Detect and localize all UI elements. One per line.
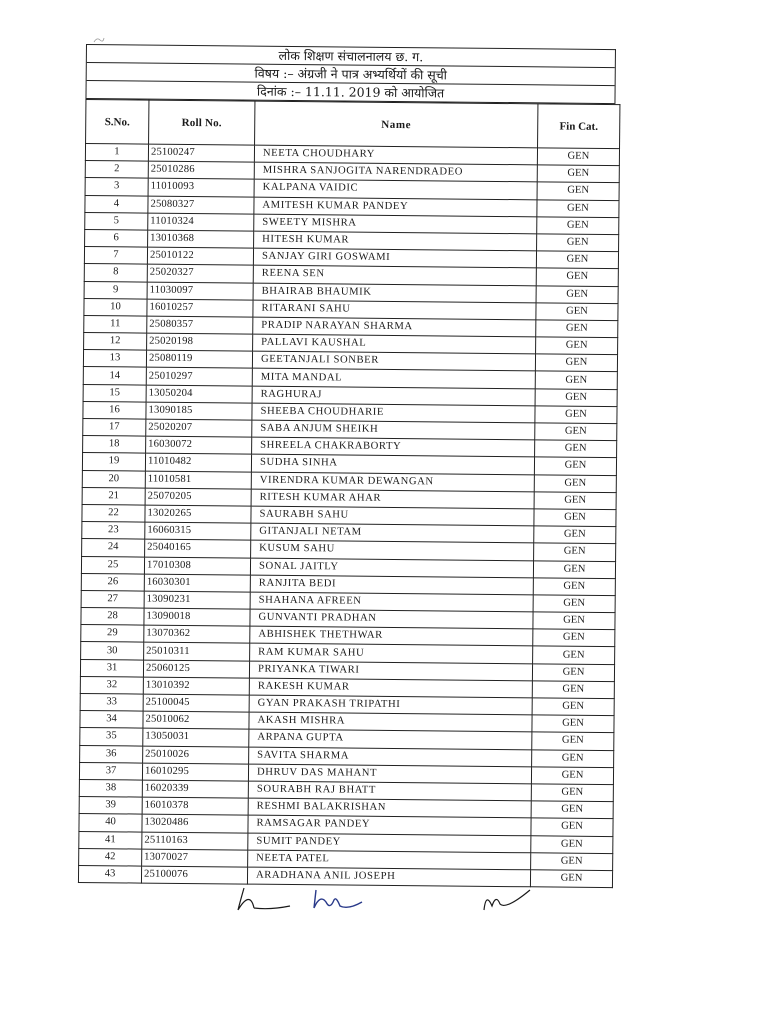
cell-sno: 27 [81, 590, 144, 608]
table-header-row [86, 100, 620, 149]
cell-fin-cat: GEN [536, 320, 618, 338]
cell-sno: 35 [80, 728, 143, 746]
cell-name: GITANJALI NETAM [251, 523, 534, 543]
column-header-name: Name [255, 101, 538, 148]
header-office: लोक शिक्षण संचालनालय छ. ग. [87, 45, 615, 68]
cell-sno: 38 [79, 779, 142, 797]
cell-roll-no: 25080119 [146, 350, 252, 368]
cell-name: SABA ANJUM SHEIKH [252, 420, 535, 440]
cell-fin-cat: GEN [532, 663, 614, 681]
cell-name: MITA MANDAL [252, 369, 535, 389]
cell-sno: 31 [80, 659, 143, 677]
cell-name: SHEEBA CHOUDHARIE [252, 403, 535, 423]
cell-roll-no: 16010295 [142, 763, 248, 781]
cell-name: PALLAVI KAUSHAL [253, 334, 536, 354]
cell-name: ABHISHEK THETHWAR [250, 626, 533, 646]
column-header-roll: Roll No. [149, 100, 255, 145]
cell-sno: 8 [84, 264, 147, 282]
cell-name: KUSUM SAHU [251, 540, 534, 560]
cell-roll-no: 25080327 [148, 196, 254, 214]
cell-name: SANJAY GIRI GOSWAMI [253, 248, 536, 268]
cell-roll-no: 11010482 [145, 453, 251, 471]
header-date: दिनांक :– 11.11. 2019 को आयोजित [86, 81, 614, 104]
cell-roll-no: 13090018 [144, 608, 250, 626]
cell-roll-no: 25020198 [147, 333, 253, 351]
cell-sno: 26 [81, 573, 144, 591]
cell-fin-cat: GEN [531, 767, 613, 785]
cell-fin-cat: GEN [536, 285, 618, 303]
cell-sno: 14 [83, 367, 146, 385]
cell-name: RESHMI BALAKRISHAN [248, 798, 531, 818]
cell-sno: 22 [82, 504, 145, 522]
cell-roll-no: 13070027 [142, 849, 248, 867]
cell-sno: 32 [80, 676, 143, 694]
cell-name: SHREELA CHAKRABORTY [252, 437, 535, 457]
cell-fin-cat: GEN [532, 715, 614, 733]
cell-name: RITESH KUMAR AHAR [251, 489, 534, 509]
cell-name: SUMIT PANDEY [248, 833, 531, 853]
cell-fin-cat: GEN [537, 148, 619, 166]
cell-sno: 30 [81, 642, 144, 660]
cell-sno: 33 [80, 693, 143, 711]
cell-sno: 7 [84, 247, 147, 265]
cell-fin-cat: GEN [532, 749, 614, 767]
cell-name: NEETA CHOUDHARY [254, 145, 537, 165]
cell-sno: 11 [84, 315, 147, 333]
cell-roll-no: 11010581 [145, 471, 251, 489]
cell-fin-cat: GEN [533, 629, 615, 647]
cell-roll-no: 25010026 [143, 746, 249, 764]
cell-fin-cat: GEN [537, 234, 619, 252]
cell-fin-cat: GEN [534, 474, 616, 492]
column-header-sno: S.No. [86, 100, 149, 145]
cell-sno: 42 [79, 848, 142, 866]
cell-roll-no: 25100076 [141, 866, 247, 884]
cell-name: ARPANA GUPTA [249, 729, 532, 749]
cell-name: RANJITA BEDI [250, 575, 533, 595]
cell-fin-cat: GEN [537, 217, 619, 235]
cell-name: GEETANJALI SONBER [252, 351, 535, 371]
cell-name: BHAIRAB BHAUMIK [253, 283, 536, 303]
cell-name: PRADIP NARAYAN SHARMA [253, 317, 536, 337]
cell-name: DHRUV DAS MAHANT [248, 764, 531, 784]
cell-fin-cat: GEN [534, 526, 616, 544]
cell-name: SONAL JAITLY [250, 558, 533, 578]
cell-fin-cat: GEN [531, 818, 613, 836]
cell-roll-no: 16010257 [147, 299, 253, 317]
cell-fin-cat: GEN [534, 543, 616, 561]
cell-name: SAURABH SAHU [251, 506, 534, 526]
cell-name: RAMSAGAR PANDEY [248, 815, 531, 835]
cell-sno: 20 [82, 470, 145, 488]
cell-roll-no: 25010311 [144, 643, 250, 661]
cell-fin-cat: GEN [530, 870, 612, 888]
cell-roll-no: 25100045 [143, 694, 249, 712]
cell-name: MISHRA SANJOGITA NARENDRADEO [254, 162, 537, 182]
cell-roll-no: 11010093 [148, 178, 254, 196]
cell-name: ARADHANA ANIL JOSEPH [247, 867, 530, 887]
cell-name: RAKESH KUMAR [249, 678, 532, 698]
cell-fin-cat: GEN [535, 406, 617, 424]
cell-name: PRIYANKA TIWARI [249, 661, 532, 681]
cell-name: SAVITA SHARMA [249, 747, 532, 767]
cell-sno: 16 [83, 401, 146, 419]
cell-sno: 12 [84, 333, 147, 351]
cell-name: AMITESH KUMAR PANDEY [254, 197, 537, 217]
cell-roll-no: 25080357 [147, 316, 253, 334]
cell-roll-no: 25020207 [146, 419, 252, 437]
cell-name: AKASH MISHRA [249, 712, 532, 732]
cell-roll-no: 16020339 [142, 780, 248, 798]
cell-roll-no: 25010062 [143, 711, 249, 729]
cell-fin-cat: GEN [533, 646, 615, 664]
cell-name: RITARANI SAHU [253, 300, 536, 320]
cell-fin-cat: GEN [536, 337, 618, 355]
cell-roll-no: 16030072 [146, 436, 252, 454]
cell-fin-cat: GEN [531, 852, 613, 870]
cell-name: REENA SEN [253, 265, 536, 285]
column-header-category: Fin Cat. [538, 104, 620, 149]
cell-roll-no: 13090231 [144, 591, 250, 609]
cell-sno: 15 [83, 384, 146, 402]
header-subject: विषय :– अंग्रजी ने पात्र अभ्यर्थियों की सूची [87, 63, 615, 86]
cell-roll-no: 25010286 [148, 161, 254, 179]
cell-roll-no: 25110163 [142, 832, 248, 850]
cell-roll-no: 25040165 [145, 539, 251, 557]
cell-fin-cat: GEN [532, 732, 614, 750]
cell-sno: 13 [83, 350, 146, 368]
cell-sno: 43 [78, 865, 141, 883]
cell-roll-no: 25060125 [143, 660, 249, 678]
cell-fin-cat: GEN [536, 268, 618, 286]
cell-roll-no: 13050204 [146, 385, 252, 403]
cell-sno: 3 [85, 178, 148, 196]
cell-sno: 23 [82, 522, 145, 540]
signature-1-icon [238, 888, 290, 910]
cell-roll-no: 13010392 [143, 677, 249, 695]
cell-name: NEETA PATEL [248, 850, 531, 870]
cell-sno: 2 [85, 161, 148, 179]
cell-roll-no: 11010324 [148, 213, 254, 231]
cell-sno: 37 [79, 762, 142, 780]
cell-sno: 18 [83, 436, 146, 454]
cell-fin-cat: GEN [533, 595, 615, 613]
cell-sno: 29 [81, 625, 144, 643]
cell-name: RAM KUMAR SAHU [250, 644, 533, 664]
signature-3-icon [484, 890, 530, 910]
cell-name: HITESH KUMAR [254, 231, 537, 251]
cell-fin-cat: GEN [534, 509, 616, 527]
document-header [85, 44, 616, 104]
cell-sno: 5 [85, 212, 148, 230]
cell-fin-cat: GEN [537, 199, 619, 217]
cell-name: SUDHA SINHA [251, 454, 534, 474]
cell-name: VIRENDRA KUMAR DEWANGAN [251, 472, 534, 492]
signatures [230, 880, 550, 920]
cell-fin-cat: GEN [531, 784, 613, 802]
cell-roll-no: 13020486 [142, 814, 248, 832]
cell-name: SWEETY MISHRA [254, 214, 537, 234]
cell-fin-cat: GEN [535, 388, 617, 406]
cell-roll-no: 13050031 [143, 728, 249, 746]
cell-fin-cat: GEN [534, 492, 616, 510]
cell-roll-no: 13090185 [146, 402, 252, 420]
cell-roll-no: 16030301 [144, 574, 250, 592]
cell-name: GUNVANTI PRADHAN [250, 609, 533, 629]
cell-roll-no: 25010297 [146, 368, 252, 386]
cell-fin-cat: GEN [533, 578, 615, 596]
cell-sno: 34 [80, 711, 143, 729]
cell-roll-no: 16060315 [145, 522, 251, 540]
document-sheet [78, 44, 616, 888]
cell-name: RAGHURAJ [252, 386, 535, 406]
signature-2-icon [314, 890, 362, 908]
cell-sno: 4 [85, 195, 148, 213]
cell-sno: 36 [80, 745, 143, 763]
cell-sno: 1 [85, 144, 148, 162]
cell-roll-no: 13020265 [145, 505, 251, 523]
cell-fin-cat: GEN [535, 371, 617, 389]
cell-fin-cat: GEN [532, 681, 614, 699]
cell-name: SOURABH RAJ BHATT [248, 781, 531, 801]
cell-fin-cat: GEN [534, 457, 616, 475]
cell-fin-cat: GEN [535, 423, 617, 441]
cell-fin-cat: GEN [536, 251, 618, 269]
cell-sno: 41 [79, 831, 142, 849]
cell-roll-no: 13010368 [148, 230, 254, 248]
cell-sno: 6 [85, 229, 148, 247]
cell-sno: 19 [82, 453, 145, 471]
cell-fin-cat: GEN [533, 560, 615, 578]
cell-roll-no: 25100247 [148, 144, 254, 162]
cell-sno: 25 [81, 556, 144, 574]
cell-roll-no: 13070362 [144, 625, 250, 643]
cell-roll-no: 25070205 [145, 488, 251, 506]
cell-fin-cat: GEN [537, 165, 619, 183]
cell-fin-cat: GEN [533, 612, 615, 630]
cell-roll-no: 25020327 [147, 264, 253, 282]
cell-roll-no: 17010308 [144, 557, 250, 575]
cell-fin-cat: GEN [531, 801, 613, 819]
cell-sno: 10 [84, 298, 147, 316]
corner-mark-icon [93, 36, 105, 44]
cell-fin-cat: GEN [535, 440, 617, 458]
cell-roll-no: 16010378 [142, 797, 248, 815]
candidate-table [78, 99, 621, 888]
cell-sno: 9 [84, 281, 147, 299]
cell-fin-cat: GEN [532, 698, 614, 716]
cell-sno: 40 [79, 814, 142, 832]
cell-roll-no: 25010122 [147, 247, 253, 265]
table-body [78, 144, 619, 888]
cell-fin-cat: GEN [537, 182, 619, 200]
cell-fin-cat: GEN [536, 303, 618, 321]
cell-sno: 24 [82, 539, 145, 557]
cell-roll-no: 11030097 [147, 282, 253, 300]
cell-fin-cat: GEN [531, 835, 613, 853]
cell-sno: 21 [82, 487, 145, 505]
cell-name: SHAHANA AFREEN [250, 592, 533, 612]
cell-name: KALPANA VAIDIC [254, 179, 537, 199]
cell-fin-cat: GEN [535, 354, 617, 372]
cell-sno: 28 [81, 608, 144, 626]
cell-name: GYAN PRAKASH TRIPATHI [249, 695, 532, 715]
cell-sno: 39 [79, 797, 142, 815]
cell-sno: 17 [83, 418, 146, 436]
